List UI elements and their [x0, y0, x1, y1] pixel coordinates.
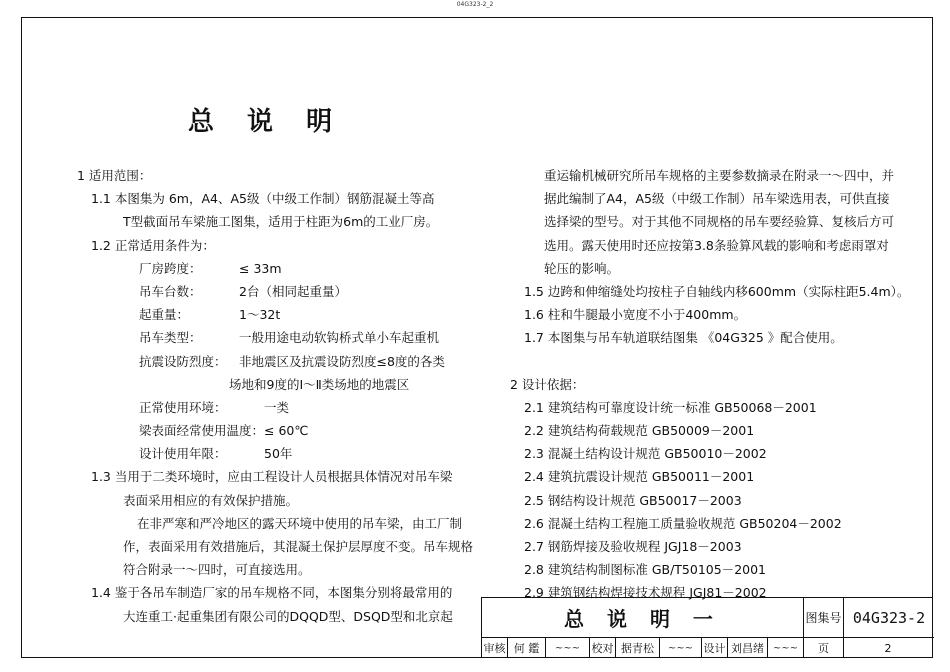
page-label: 页	[804, 638, 844, 658]
basis-item: 2.1 建筑结构可靠度设计统一标准 GB50068－2001	[524, 399, 817, 415]
item-1-7: 1.7 本图集与吊车轨道联结图集 《04G325 》配合使用。	[524, 330, 843, 346]
page-number: 2	[884, 641, 892, 655]
section-2-heading: 2 设计依据：	[510, 376, 585, 392]
reviewer-name: 何 鑑	[508, 638, 546, 658]
review-label: 审核	[482, 638, 508, 658]
right-column	[510, 164, 910, 605]
designer-name: 刘昌绪	[728, 638, 768, 658]
basis-item: 2.3 混凝土结构设计规范 GB50010－2002	[524, 446, 767, 462]
basis-item: 2.7 钢筋焊接及验收规程 JGJ18－2003	[524, 539, 742, 554]
basis-item: 2.9 建筑钢结构焊接技术规程 JGJ81－2002	[524, 585, 767, 601]
drawing-code-header: 04G323-2_2	[456, 1, 494, 8]
condition-row: 正常使用环境： 一类	[139, 399, 290, 415]
basis-item: 2.4 建筑抗震设计规范 GB50011－2001	[524, 469, 755, 485]
design-label: 设计	[702, 638, 728, 658]
checker-name: 据青松	[616, 638, 660, 658]
condition-row: 设计使用年限： 50年	[139, 446, 293, 462]
title-block-title: 总 说 明 一	[482, 598, 804, 638]
item-1-4-cont: 重运输机械研究所吊车规格的主要参数摘录在附录一～四中，并	[544, 168, 895, 183]
signature-row	[482, 638, 934, 658]
item-1-3: 1.3 当用于二类环境时，应由工程设计人员根据具体情况对吊车梁	[91, 469, 453, 485]
atlas-number-label: 图集号	[804, 598, 844, 638]
spacer	[510, 350, 890, 373]
item-1-6: 1.6 柱和牛腿最小宽度不小于400mm。	[524, 307, 747, 323]
basis-item: 2.2 建筑结构荷载规范 GB50009－2001	[524, 423, 755, 439]
check-label: 校对	[590, 638, 616, 658]
condition-row: 吊车台数： 2台（相同起重量）	[139, 283, 347, 299]
condition-continuation: 场地和9度的Ⅰ～Ⅱ类场地的地震区	[229, 376, 410, 392]
basis-item: 2.8 建筑结构制图标准 GB/T50105－2001	[524, 562, 767, 578]
item-1-4: 1.4 鉴于各吊车制造厂家的吊车规格不同，本图集分别将最常用的	[91, 585, 453, 601]
item-1-3-cont: 表面采用相应的有效保护措施。	[123, 492, 299, 508]
item-1-3-cont: 符合附录一～四时，可直接选用。	[123, 562, 311, 578]
checker-signature: ~~~	[660, 638, 702, 658]
condition-row: 抗震设防烈度： 非地震区及抗震设防烈度≤8度的各类	[139, 353, 445, 369]
condition-row: 厂房跨度： ≤ 33m	[139, 260, 282, 276]
atlas-number: 04G323-2	[844, 598, 934, 638]
item-1-1-cont: T型截面吊车梁施工图集，适用于柱距为6m的工业厂房。	[123, 214, 439, 230]
basis-item: 2.5 钢结构设计规范 GB50017－2003	[524, 492, 742, 508]
item-1-4-cont: 选择梁的型号。对于其他不同规格的吊车要经验算、复核后方可	[544, 214, 895, 230]
condition-row: 吊车类型： 一般用途电动软钩桥式单小车起重机	[139, 330, 440, 346]
item-1-2-heading: 1.2 正常适用条件为：	[91, 237, 215, 253]
designer-signature: ~~~	[768, 638, 804, 658]
item-1-4-cont: 选用。露天使用时还应按第3.8条验算风载的影响和考虑雨罩对	[544, 237, 889, 253]
item-1-3-para: 在非严寒和严冷地区的露天环境中使用的吊车梁，由工厂制	[137, 515, 463, 531]
item-1-4-cont: 大连重工·起重集团有限公司的DQQD型、DSQD型和北京起	[123, 608, 453, 624]
section-1-heading: 1 适用范围：	[77, 168, 152, 183]
page-title: 总 说 明	[188, 107, 345, 137]
condition-row: 起重量： 1～32t	[139, 307, 281, 323]
item-1-1: 1.1 本图集为 6m，A4、A5级（中级工作制）钢筋混凝土等高	[91, 191, 435, 207]
reviewer-signature: ~~~	[546, 638, 590, 658]
item-1-4-cont: 据此编制了A4，A5级（中级工作制）吊车梁选用表，可供直接	[544, 191, 890, 207]
item-1-4-cont: 轮压的影响。	[544, 260, 620, 276]
basis-item: 2.6 混凝土结构工程施工质量验收规范 GB50204－2002	[524, 515, 842, 531]
item-1-5: 1.5 边跨和伸缩缝处均按柱子自轴线内移600mm（实际柱距5.4m）。	[524, 283, 910, 299]
title-block	[481, 597, 933, 658]
condition-row: 梁表面经常使用温度： ≤ 60℃	[139, 423, 309, 439]
left-column	[77, 164, 477, 628]
item-1-3-cont: 作，表面采用有效措施后，其混凝土保护层厚度不变。吊车规格	[123, 539, 474, 554]
